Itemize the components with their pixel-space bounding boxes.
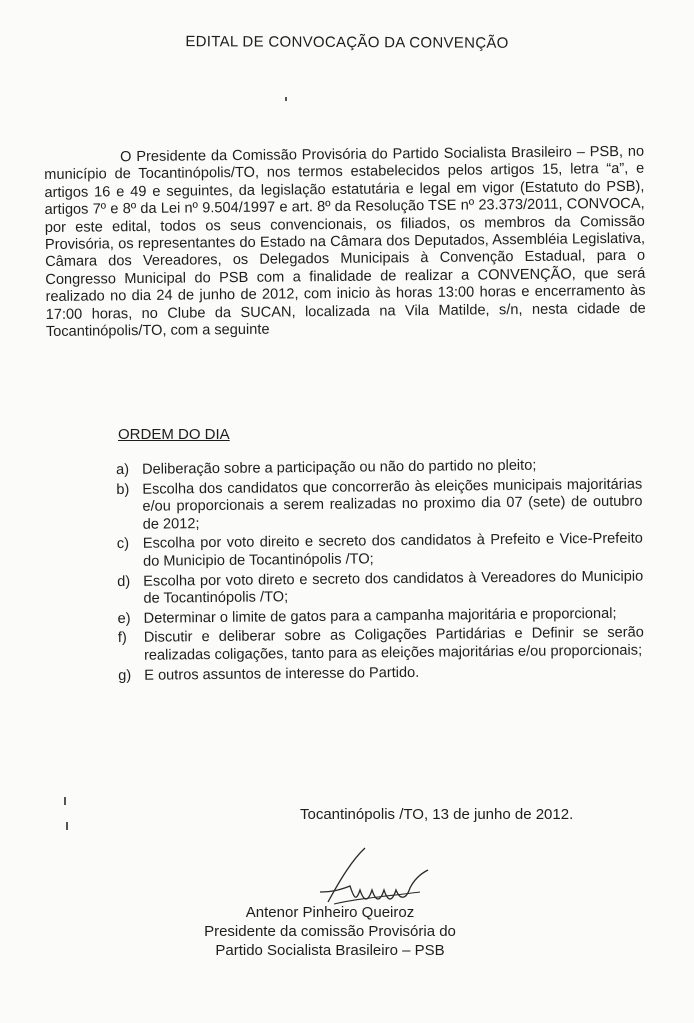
agenda-item-letter: a) [116,461,130,478]
agenda-item-text: Determinar o limite de gatos para a campanha majoritária e proporcional; [143,605,617,627]
agenda-item-text: Deliberação sobre a participação ou não do partido no pleito; [141,457,537,478]
agenda-item-letter: b) [116,481,130,498]
convocation-paragraph [44,144,646,342]
agenda-item-letter: f) [117,630,127,647]
scan-speck [285,97,287,101]
agenda-item-text: Escolha dos candidatos que concorrerão às eleições municipais majoritárias e/ou proporcionais a serem realizadas no proximo dia 07 (sete) de outubro de 2012; [142,476,643,533]
paragraph-indent [44,161,120,162]
agenda-item-letter: c) [116,536,130,553]
signer-name: Antenor Pinheiro Queiroz [245,904,415,921]
signer-role-line-2: Partido Socialista Brasileiro – PSB [215,942,445,959]
agenda-item-text: Escolha por voto direito e secreto dos candidatos à Prefeito e Vice-Prefeito do Municipio de Tocantinópolis /TO; [142,530,643,570]
agenda-item [118,625,644,666]
agenda-item-letter: e) [117,610,131,627]
document-title: EDITAL DE CONVOCAÇÃO DA CONVENÇÃO [185,33,509,52]
agenda-heading: ORDEM DO DIA [118,426,230,443]
agenda-item [118,662,644,685]
signer-role-line-1: Presidente da comissão Provisória do [204,923,456,940]
agenda-item-text: Discutir e deliberar sobre as Coligações Partidárias e Definir se serão realizadas coligações, tanto para as eleições majoritárias e/ou proporcionais; [143,624,644,664]
agenda-item-letter: g) [118,667,132,684]
agenda-item-letter: d) [117,573,131,590]
scan-speck [66,822,68,830]
scan-speck [64,797,66,805]
agenda-item-text: Escolha por voto direto e secreto dos candidatos à Vereadores do Municipio de Tocantinópolis /TO; [143,568,644,607]
agenda-item-text: E outros assuntos de interesse do Partido. [144,664,420,684]
agenda-item [117,568,643,609]
date-line: Tocantinópolis /TO, 13 de junho de 2012. [300,806,574,823]
agenda-item [116,476,643,534]
agenda-item [117,531,643,572]
signature-block [150,903,510,960]
convocation-text: O Presidente da Comissão Provisória do Partido Socialista Brasileiro – PSB, no município de Tocantinópolis/TO, nos termos estabelecidos pelos artigos 15, letra “a”, e artigos 16 e 49 e seguintes, da legislação estatutária e legal em vigor (Estatuto do PSB), artigos 7º e 8º da Lei nº 9.504/1997 e art. 8º da Resolução TSE nº 23.373/2011, CONVOCA, por este edital, todos os seus convencionais, os filiados, os membros da Comissão Provisória, os representantes do Estado na Câmara dos Deputados, Assembléia Legislativa, Câmara dos Vereadores, os Delegados Municipais à Convenção Estadual, para o Congresso Municipal do PSB com a finalidade de realizar a CONVENÇÃO, que será realizado no dia 24 de junho de 2012, com inicio às horas 13:00 horas e encerramento às 17:00 horas, no Clube da SUCAN, localizada na Vila Matilde, s/n, nesta cidade de Tocantinópolis/TO, com a seguinte [44,143,646,341]
agenda-list [116,456,644,687]
